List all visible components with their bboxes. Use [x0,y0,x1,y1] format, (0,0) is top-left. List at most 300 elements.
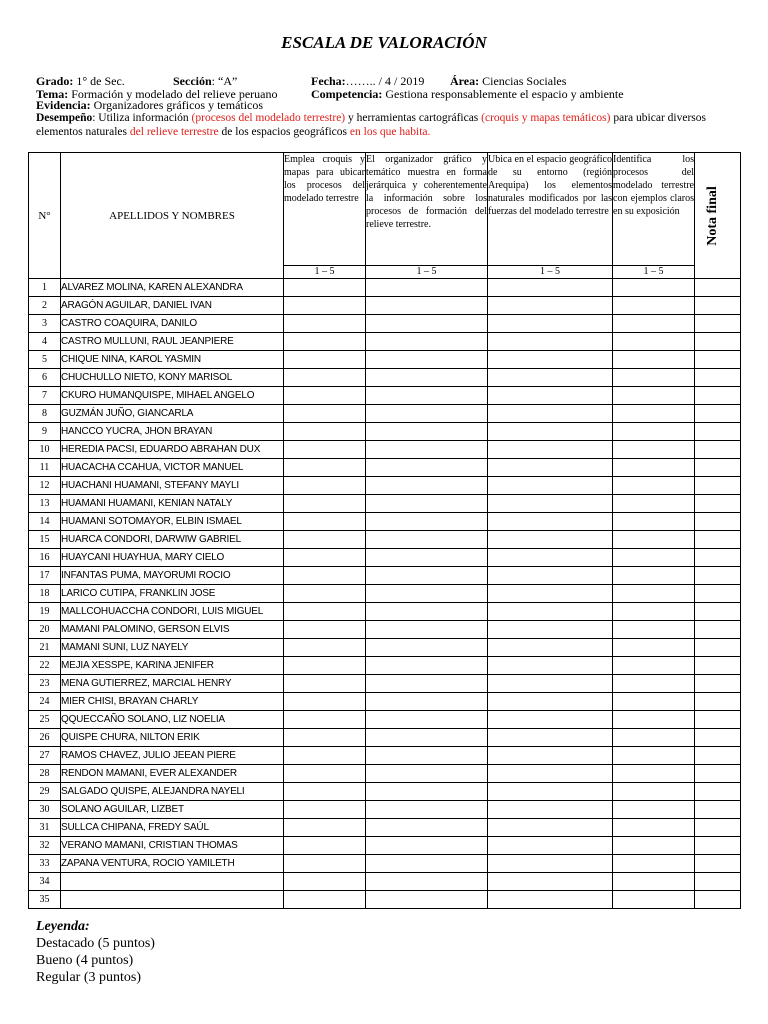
student-name: HUACACHA CCAHUA, VICTOR MANUEL [61,459,284,477]
criterion-1-header: Emplea croquis y mapas para ubicar los procesos del modelado terrestre [284,153,366,266]
score-cell-nota-final[interactable] [695,873,741,891]
table-row [29,495,741,513]
score-cell-criterion-2[interactable] [366,585,488,603]
score-cell-criterion-4[interactable] [613,459,695,477]
score-cell-nota-final[interactable] [695,891,741,909]
score-cell-criterion-4[interactable] [613,405,695,423]
table-row [29,747,741,765]
score-cell-criterion-1[interactable] [284,657,366,675]
score-cell-criterion-4[interactable] [613,621,695,639]
score-cell-criterion-2[interactable] [366,351,488,369]
student-name: INFANTAS PUMA, MAYORUMI ROCIO [61,567,284,585]
score-cell-criterion-4[interactable] [613,837,695,855]
score-cell-criterion-3[interactable] [488,531,613,549]
row-number: 14 [29,513,61,531]
score-cell-criterion-2[interactable] [366,657,488,675]
column-header-number: N° [29,153,61,279]
score-cell-criterion-1[interactable] [284,297,366,315]
score-cell-criterion-1[interactable] [284,567,366,585]
score-cell-criterion-4[interactable] [613,711,695,729]
table-row [29,693,741,711]
criterion-4-header: Identifica los procesos del modelado terrestre con ejemplos claros en su exposición [613,153,695,266]
row-number: 13 [29,495,61,513]
row-number: 2 [29,297,61,315]
score-cell-criterion-2[interactable] [366,279,488,297]
score-cell-criterion-2[interactable] [366,765,488,783]
score-cell-criterion-2[interactable] [366,711,488,729]
score-cell-criterion-4[interactable] [613,351,695,369]
fecha-field: Fecha:…….. / 4 / 2019 [311,74,425,88]
table-row [29,333,741,351]
score-cell-criterion-1[interactable] [284,837,366,855]
score-cell-nota-final[interactable] [695,711,741,729]
score-cell-criterion-4[interactable] [613,639,695,657]
score-cell-criterion-3[interactable] [488,837,613,855]
row-number: 17 [29,567,61,585]
table-row [29,783,741,801]
table-row [29,855,741,873]
score-cell-criterion-4[interactable] [613,783,695,801]
table-row [29,819,741,837]
score-cell-criterion-3[interactable] [488,405,613,423]
score-cell-nota-final[interactable] [695,747,741,765]
student-name: RAMOS CHAVEZ, JULIO JEEAN PIERE [61,747,284,765]
score-cell-nota-final[interactable] [695,765,741,783]
score-cell-nota-final[interactable] [695,819,741,837]
score-cell-criterion-3[interactable] [488,855,613,873]
student-name: CHIQUE NINA, KAROL YASMIN [61,351,284,369]
score-cell-criterion-4[interactable] [613,297,695,315]
score-cell-criterion-2[interactable] [366,891,488,909]
score-cell-criterion-2[interactable] [366,675,488,693]
score-cell-nota-final[interactable] [695,477,741,495]
student-name: SALGADO QUISPE, ALEJANDRA NAYELI [61,783,284,801]
score-cell-nota-final[interactable] [695,639,741,657]
score-cell-criterion-3[interactable] [488,297,613,315]
score-cell-criterion-2[interactable] [366,729,488,747]
student-name: CASTRO MULLUNI, RAUL JEANPIERE [61,333,284,351]
score-cell-nota-final[interactable] [695,531,741,549]
score-cell-criterion-1[interactable] [284,279,366,297]
column-header-nota-final: Nota final [695,153,741,279]
score-cell-criterion-3[interactable] [488,459,613,477]
score-cell-criterion-1[interactable] [284,459,366,477]
row-number: 35 [29,891,61,909]
score-cell-criterion-4[interactable] [613,423,695,441]
competencia-field: Competencia: Gestiona responsablemente el espacio y ambiente [311,87,624,101]
student-name: CHUCHULLO NIETO, KONY MARISOL [61,369,284,387]
row-number: 31 [29,819,61,837]
score-cell-criterion-4[interactable] [613,333,695,351]
student-name: MALLCOHUACCHA CONDORI, LUIS MIGUEL [61,603,284,621]
score-cell-criterion-4[interactable] [613,495,695,513]
score-cell-criterion-1[interactable] [284,765,366,783]
student-name: RENDON MAMANI, EVER ALEXANDER [61,765,284,783]
score-cell-criterion-2[interactable] [366,495,488,513]
score-cell-criterion-4[interactable] [613,891,695,909]
score-cell-nota-final[interactable] [695,567,741,585]
criterion-4-scale: 1 – 5 [613,266,695,279]
score-cell-nota-final[interactable] [695,495,741,513]
score-cell-nota-final[interactable] [695,459,741,477]
score-cell-criterion-2[interactable] [366,567,488,585]
row-number: 18 [29,585,61,603]
score-cell-criterion-2[interactable] [366,369,488,387]
score-cell-criterion-3[interactable] [488,603,613,621]
score-cell-criterion-1[interactable] [284,351,366,369]
score-cell-criterion-4[interactable] [613,657,695,675]
score-cell-criterion-4[interactable] [613,567,695,585]
row-number: 34 [29,873,61,891]
score-cell-criterion-3[interactable] [488,279,613,297]
score-cell-criterion-3[interactable] [488,333,613,351]
tema-field: Tema: Formación y modelado del relieve peruano [36,87,278,101]
student-name: CASTRO COAQUIRA, DANILO [61,315,284,333]
row-number: 22 [29,657,61,675]
score-cell-criterion-1[interactable] [284,711,366,729]
score-cell-nota-final[interactable] [695,513,741,531]
table-row [29,351,741,369]
area-field: Área: Ciencias Sociales [450,74,567,88]
score-cell-criterion-3[interactable] [488,369,613,387]
score-cell-criterion-3[interactable] [488,891,613,909]
table-row [29,891,741,909]
evaluation-table [28,152,741,909]
score-cell-criterion-1[interactable] [284,603,366,621]
score-cell-criterion-4[interactable] [613,387,695,405]
row-number: 28 [29,765,61,783]
legend-item: Regular (3 puntos) [36,970,141,985]
score-cell-criterion-2[interactable] [366,783,488,801]
score-cell-nota-final[interactable] [695,441,741,459]
score-cell-criterion-1[interactable] [284,747,366,765]
student-name: LARICO CUTIPA, FRANKLIN JOSE [61,585,284,603]
score-cell-nota-final[interactable] [695,693,741,711]
score-cell-nota-final[interactable] [695,855,741,873]
table-row [29,549,741,567]
table-row [29,711,741,729]
table-row [29,585,741,603]
score-cell-criterion-3[interactable] [488,441,613,459]
score-cell-criterion-2[interactable] [366,801,488,819]
score-cell-criterion-4[interactable] [613,513,695,531]
evidencia-field: Evidencia: Organizadores gráficos y temáticos [36,98,264,112]
score-cell-criterion-2[interactable] [366,549,488,567]
score-cell-nota-final[interactable] [695,333,741,351]
score-cell-criterion-1[interactable] [284,531,366,549]
score-cell-criterion-1[interactable] [284,441,366,459]
row-number: 8 [29,405,61,423]
score-cell-criterion-2[interactable] [366,387,488,405]
score-cell-criterion-4[interactable] [613,747,695,765]
score-cell-criterion-2[interactable] [366,423,488,441]
score-cell-criterion-1[interactable] [284,495,366,513]
criterion-1-scale: 1 – 5 [284,266,366,279]
student-name: HUAMANI SOTOMAYOR, ELBIN ISMAEL [61,513,284,531]
student-name: HUAMANI HUAMANI, KENIAN NATALY [61,495,284,513]
score-cell-criterion-1[interactable] [284,315,366,333]
score-cell-nota-final[interactable] [695,351,741,369]
row-number: 20 [29,621,61,639]
score-cell-criterion-4[interactable] [613,693,695,711]
row-number: 7 [29,387,61,405]
row-number: 12 [29,477,61,495]
score-cell-criterion-2[interactable] [366,315,488,333]
score-cell-nota-final[interactable] [695,423,741,441]
score-cell-nota-final[interactable] [695,549,741,567]
score-cell-criterion-1[interactable] [284,729,366,747]
score-cell-criterion-4[interactable] [613,873,695,891]
student-name: MEJIA XESSPE, KARINA JENIFER [61,657,284,675]
score-cell-nota-final[interactable] [695,315,741,333]
row-number: 6 [29,369,61,387]
score-cell-criterion-4[interactable] [613,441,695,459]
row-number: 27 [29,747,61,765]
score-cell-criterion-3[interactable] [488,423,613,441]
score-cell-criterion-2[interactable] [366,333,488,351]
score-cell-criterion-1[interactable] [284,873,366,891]
table-row [29,369,741,387]
student-name: VERANO MAMANI, CRISTIAN THOMAS [61,837,284,855]
row-number: 21 [29,639,61,657]
score-cell-criterion-1[interactable] [284,585,366,603]
student-name: ARAGÓN AGUILAR, DANIEL IVAN [61,297,284,315]
score-cell-criterion-2[interactable] [366,603,488,621]
score-cell-criterion-2[interactable] [366,297,488,315]
score-cell-criterion-2[interactable] [366,639,488,657]
table-row [29,297,741,315]
student-name: QUISPE CHURA, NILTON ERIK [61,729,284,747]
table-row [29,801,741,819]
score-cell-criterion-1[interactable] [284,513,366,531]
student-name: MENA GUTIERREZ, MARCIAL HENRY [61,675,284,693]
score-cell-criterion-2[interactable] [366,873,488,891]
student-name: SULLCA CHIPANA, FREDY SAÚL [61,819,284,837]
score-cell-nota-final[interactable] [695,603,741,621]
score-cell-criterion-3[interactable] [488,639,613,657]
row-number: 16 [29,549,61,567]
score-cell-nota-final[interactable] [695,621,741,639]
score-cell-nota-final[interactable] [695,387,741,405]
score-cell-nota-final[interactable] [695,585,741,603]
score-cell-criterion-1[interactable] [284,621,366,639]
row-number: 15 [29,531,61,549]
student-name: MIER CHISI, BRAYAN CHARLY [61,693,284,711]
student-name: HEREDIA PACSI, EDUARDO ABRAHAN DUX [61,441,284,459]
score-cell-criterion-2[interactable] [366,747,488,765]
row-number: 19 [29,603,61,621]
score-cell-criterion-2[interactable] [366,855,488,873]
score-cell-criterion-3[interactable] [488,351,613,369]
score-cell-criterion-1[interactable] [284,801,366,819]
row-number: 29 [29,783,61,801]
score-cell-criterion-4[interactable] [613,549,695,567]
student-name: HANCCO YUCRA, JHON BRAYAN [61,423,284,441]
score-cell-criterion-2[interactable] [366,459,488,477]
score-cell-criterion-3[interactable] [488,315,613,333]
score-cell-criterion-3[interactable] [488,675,613,693]
score-cell-criterion-4[interactable] [613,585,695,603]
score-cell-criterion-1[interactable] [284,693,366,711]
grado-field: Grado: 1° de Sec. [36,74,125,88]
score-cell-criterion-4[interactable] [613,477,695,495]
score-cell-criterion-2[interactable] [366,477,488,495]
score-cell-criterion-2[interactable] [366,531,488,549]
row-number: 33 [29,855,61,873]
table-row [29,765,741,783]
column-header-name: APELLIDOS Y NOMBRES [61,153,284,279]
score-cell-nota-final[interactable] [695,729,741,747]
table-row [29,405,741,423]
score-cell-criterion-3[interactable] [488,765,613,783]
student-name: HUAYCANI HUAYHUA, MARY CIELO [61,549,284,567]
score-cell-nota-final[interactable] [695,297,741,315]
score-cell-criterion-4[interactable] [613,819,695,837]
score-cell-criterion-4[interactable] [613,369,695,387]
score-cell-criterion-2[interactable] [366,405,488,423]
score-cell-criterion-3[interactable] [488,513,613,531]
table-row [29,459,741,477]
student-name: HUACHANI HUAMANI, STEFANY MAYLI [61,477,284,495]
row-number: 25 [29,711,61,729]
student-name: GUZMÁN JUÑO, GIANCARLA [61,405,284,423]
table-row [29,279,741,297]
legend-item: Destacado (5 puntos) [36,936,155,951]
score-cell-criterion-2[interactable] [366,837,488,855]
score-cell-criterion-3[interactable] [488,477,613,495]
legend-item: Bueno (4 puntos) [36,953,134,968]
row-number: 11 [29,459,61,477]
student-name [61,891,284,909]
student-name: ALVAREZ MOLINA, KAREN ALEXANDRA [61,279,284,297]
student-name: ZAPANA VENTURA, ROCIO YAMILETH [61,855,284,873]
score-cell-nota-final[interactable] [695,675,741,693]
score-cell-criterion-1[interactable] [284,675,366,693]
table-row [29,315,741,333]
row-number: 4 [29,333,61,351]
table-row [29,837,741,855]
row-number: 32 [29,837,61,855]
score-cell-nota-final[interactable] [695,801,741,819]
score-cell-criterion-1[interactable] [284,819,366,837]
criterion-2-header: El organizador gráfico y temático muestra en forma jerárquica y coherentemente la información sobre los procesos de formación del relieve terrestre. [366,153,488,266]
table-row [29,657,741,675]
score-cell-criterion-3[interactable] [488,729,613,747]
criterion-3-scale: 1 – 5 [488,266,613,279]
student-name: MAMANI SUNI, LUZ NAYELY [61,639,284,657]
score-cell-criterion-3[interactable] [488,747,613,765]
score-cell-criterion-3[interactable] [488,495,613,513]
row-number: 1 [29,279,61,297]
table-row [29,729,741,747]
table-row [29,423,741,441]
score-cell-criterion-4[interactable] [613,729,695,747]
score-cell-criterion-3[interactable] [488,801,613,819]
legend [36,918,155,986]
score-cell-criterion-3[interactable] [488,657,613,675]
row-number: 30 [29,801,61,819]
table-row [29,675,741,693]
row-number: 26 [29,729,61,747]
score-cell-criterion-3[interactable] [488,621,613,639]
table-row [29,531,741,549]
table-row [29,477,741,495]
score-cell-criterion-3[interactable] [488,387,613,405]
row-number: 3 [29,315,61,333]
score-cell-criterion-2[interactable] [366,513,488,531]
row-number: 24 [29,693,61,711]
score-cell-nota-final[interactable] [695,369,741,387]
student-name [61,873,284,891]
score-cell-criterion-2[interactable] [366,819,488,837]
table-row [29,387,741,405]
row-number: 5 [29,351,61,369]
page-title: ESCALA DE VALORACIÓN [281,33,487,52]
row-number: 9 [29,423,61,441]
student-name: SOLANO AGUILAR, LIZBET [61,801,284,819]
score-cell-criterion-4[interactable] [613,603,695,621]
score-cell-criterion-1[interactable] [284,783,366,801]
score-cell-nota-final[interactable] [695,279,741,297]
student-name: QQUECCAÑO SOLANO, LIZ NOELIA [61,711,284,729]
score-cell-criterion-4[interactable] [613,855,695,873]
score-cell-criterion-2[interactable] [366,621,488,639]
score-cell-nota-final[interactable] [695,405,741,423]
score-cell-criterion-3[interactable] [488,585,613,603]
score-cell-criterion-1[interactable] [284,639,366,657]
row-number: 23 [29,675,61,693]
table-row [29,639,741,657]
score-cell-nota-final[interactable] [695,657,741,675]
student-name: MAMANI PALOMINO, GERSON ELVIS [61,621,284,639]
table-row [29,873,741,891]
score-cell-criterion-3[interactable] [488,819,613,837]
score-cell-criterion-4[interactable] [613,315,695,333]
score-cell-criterion-1[interactable] [284,333,366,351]
score-cell-criterion-1[interactable] [284,387,366,405]
score-cell-criterion-1[interactable] [284,405,366,423]
score-cell-criterion-1[interactable] [284,369,366,387]
score-cell-criterion-4[interactable] [613,279,695,297]
table-row [29,441,741,459]
score-cell-criterion-1[interactable] [284,477,366,495]
score-cell-criterion-2[interactable] [366,693,488,711]
score-cell-criterion-4[interactable] [613,801,695,819]
score-cell-criterion-4[interactable] [613,765,695,783]
score-cell-criterion-3[interactable] [488,693,613,711]
score-cell-criterion-4[interactable] [613,531,695,549]
score-cell-criterion-3[interactable] [488,783,613,801]
score-cell-criterion-1[interactable] [284,549,366,567]
score-cell-nota-final[interactable] [695,783,741,801]
seccion-field: Sección: “A” [173,74,238,88]
score-cell-criterion-3[interactable] [488,567,613,585]
table-row [29,603,741,621]
score-cell-criterion-3[interactable] [488,873,613,891]
student-name: HUARCA CONDORI, DARWIW GABRIEL [61,531,284,549]
score-cell-criterion-1[interactable] [284,891,366,909]
score-cell-criterion-1[interactable] [284,423,366,441]
score-cell-nota-final[interactable] [695,837,741,855]
score-cell-criterion-2[interactable] [366,441,488,459]
score-cell-criterion-1[interactable] [284,855,366,873]
table-row [29,567,741,585]
criterion-2-scale: 1 – 5 [366,266,488,279]
criterion-3-header: Ubica en el espacio geográfico de su entorno (región Arequipa) los elementos naturales modificados por las fuerzas del modelado terrestre [488,153,613,266]
score-cell-criterion-3[interactable] [488,549,613,567]
score-cell-criterion-3[interactable] [488,711,613,729]
score-cell-criterion-4[interactable] [613,675,695,693]
